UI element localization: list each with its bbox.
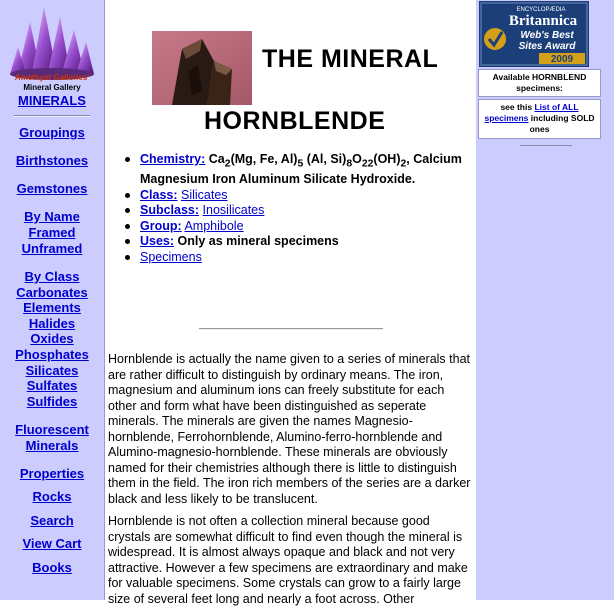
britannica-award-badge[interactable] [479, 1, 589, 67]
nav-link-sulfides[interactable]: Sulfides [26, 394, 78, 409]
badge-brand-text: Britannica [508, 13, 578, 29]
nav-link-framed[interactable]: Framed [28, 225, 76, 240]
nav-link-fluorescent[interactable]: Fluorescent [15, 422, 89, 437]
uses-value: Only as mineral specimens [177, 234, 339, 248]
available-specimens-box [478, 69, 601, 97]
nav-link-gemstones[interactable]: Gemstones [16, 181, 88, 196]
brand-name: Amethyst Galleries' [14, 73, 90, 82]
nav-link-by-name[interactable]: By Name [24, 209, 80, 224]
nav-link-oxides[interactable]: Oxides [30, 331, 74, 346]
subclass-value-link[interactable]: Inosilicates [202, 203, 265, 217]
class-label-link[interactable]: Class: [140, 187, 178, 202]
minerals-home-link[interactable]: MINERALS [18, 93, 86, 108]
nav-link-by-class[interactable]: By Class [24, 269, 80, 284]
nav-link-phosphates[interactable]: Phosphates [15, 347, 89, 362]
nav-link-properties[interactable]: Properties [19, 466, 85, 481]
left-sidebar [0, 0, 105, 600]
badge-top-text: ENCYCLOPÆDIA [516, 7, 566, 13]
sidebar-divider [14, 115, 90, 117]
group-label-link[interactable]: Group: [140, 218, 182, 233]
badge-line2-text: Sites Award [518, 41, 576, 52]
subclass-item [123, 203, 473, 219]
page-title-line1: THE MINERAL [262, 45, 439, 73]
group-item [123, 219, 473, 235]
nav-link-groupings[interactable]: Groupings [19, 125, 85, 140]
uses-item [123, 234, 473, 250]
description-paragraph-1: Hornblende is actually the name given to a series of minerals that are rather difficult to distinguish by ordinary means. The iron, magnesium and aluminum ions can freely substitute for each other and form what have been distinguished as seperate minerals. The minerals are given the names Magnesio-hornblende, Ferrohornblende, Alumino-ferro-hornblende and Alumino-magnesio-hornblende. These minerals are obviously named for their chemistries although there is little to distinguish them in the field. The iron rich members of the series are a darker black and less likely to be translucent. [108, 352, 471, 506]
nav-link-sulfates[interactable]: Sulfates [26, 378, 78, 393]
nav-link-rocks[interactable]: Rocks [32, 489, 72, 504]
nav-link-halides[interactable]: Halides [28, 316, 76, 331]
mineral-properties-list [123, 152, 473, 265]
nav-link-unframed[interactable]: Unframed [21, 241, 83, 256]
badge-line1-text: Web's Best [520, 30, 574, 41]
nav-link-minerals[interactable]: Minerals [25, 438, 79, 453]
chemistry-formula: $Ca_2(Mg$, Fe, $Al)_5$ (Al, $Si)_8O_{22}(OH)_2$ [208, 152, 407, 170]
group-value-link[interactable]: Amphibole [184, 218, 244, 233]
chemistry-link[interactable]: Chemistry: [140, 152, 206, 166]
uses-label-link[interactable]: Uses: [140, 234, 175, 248]
right-divider [520, 145, 572, 146]
subclass-label-link[interactable]: Subclass: [140, 203, 200, 217]
nav-link-silicates[interactable]: Silicates [25, 363, 79, 378]
brand-subtitle: Mineral Gallery [23, 83, 81, 92]
nav-link-birthstones[interactable]: Birthstones [15, 153, 89, 168]
nav-link-carbonates[interactable]: Carbonates [16, 285, 88, 300]
hornblende-specimen-photo [152, 31, 252, 105]
class-value-link[interactable]: Silicates [181, 187, 228, 202]
description-paragraph-2: Hornblende is not often a collection mineral because good crystals are somewhat difficult to find even though the mineral is widespread. It is almost always opaque and black and not very attractive. However a few specimens are extraordinary and make for valuable specimens. Some crystals can grow to a fairly large size of several feet long and nearly a foot across. Other [108, 514, 468, 606]
nav-link-books[interactable]: Books [32, 560, 72, 575]
content-divider [199, 328, 383, 330]
list-all-specimens-link[interactable]: List of ALL specimens [484, 102, 579, 123]
page-title-line2: HORNBLENDE [204, 107, 386, 135]
nav-link-view-cart[interactable]: View Cart [22, 536, 82, 551]
see-this-text: see this [500, 102, 535, 112]
chemistry-name: , Calcium Magnesium Iron Aluminum Silicate Hydroxide. [140, 152, 462, 186]
amethyst-crystal-logo[interactable] [8, 2, 96, 82]
specimens-link[interactable]: Specimens [140, 249, 202, 264]
specimen-list-box [478, 99, 601, 139]
chemistry-item [123, 152, 473, 188]
badge-year-text: 2009 [550, 54, 574, 65]
specimens-item [123, 250, 473, 266]
including-sold-text: including SOLD ones [528, 113, 595, 134]
available-specimens-text: Available HORNBLEND specimens: [492, 72, 587, 93]
class-item [123, 188, 473, 204]
nav-link-search[interactable]: Search [30, 513, 74, 528]
nav-link-elements[interactable]: Elements [23, 300, 81, 315]
